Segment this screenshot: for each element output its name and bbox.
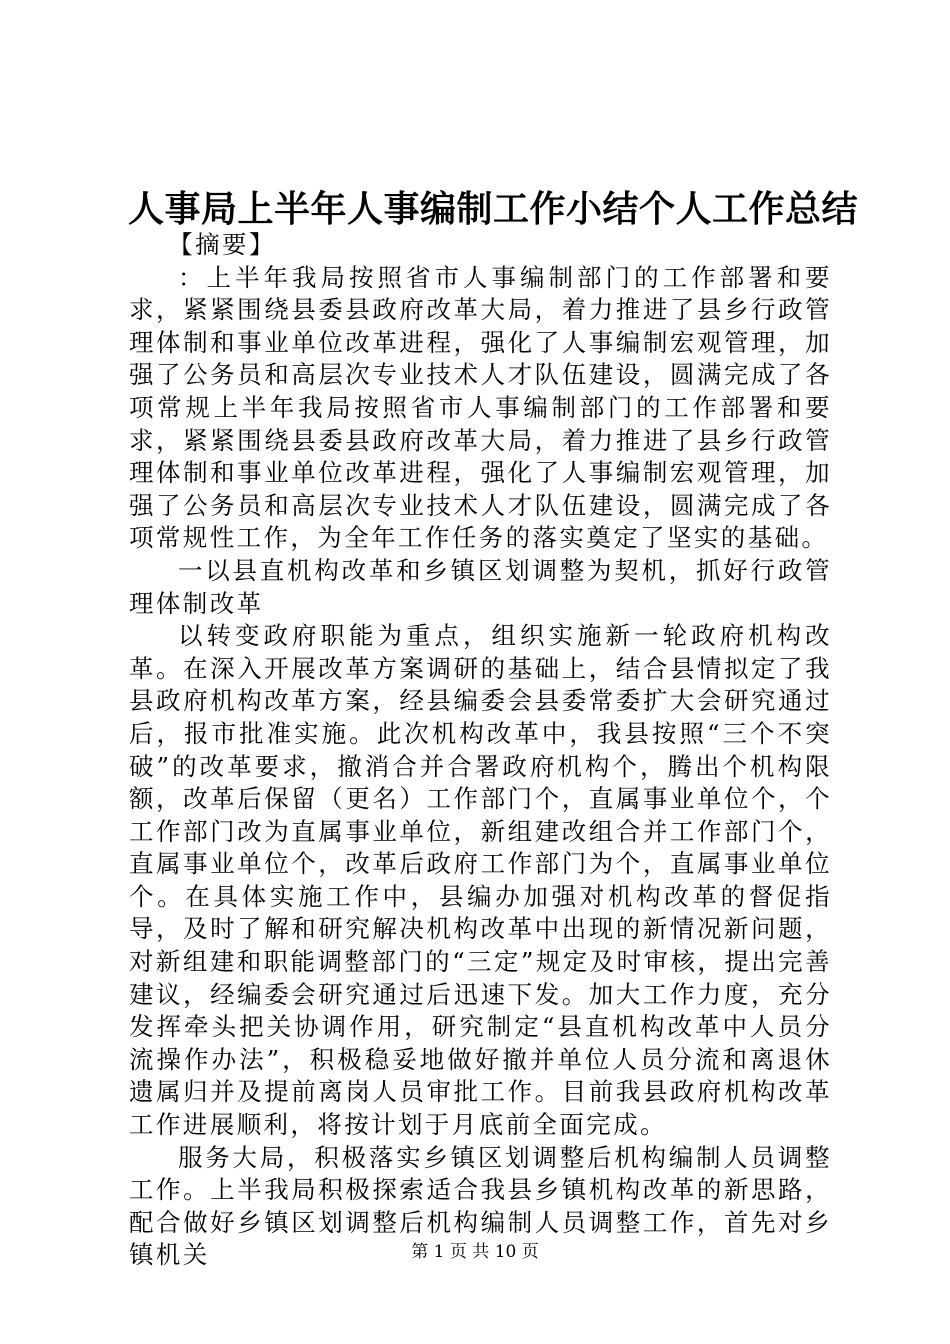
paragraph-government-reform: 以转变政府职能为重点，组织实施新一轮政府机构改革。在深入开展改革方案调研的基础上，结合县情拟定了我县政府机构改革方案，经县编委会县委常委扩大会研究通过后，报市批准实施。此次机构改革中，我县按照“三个不突破”的改革要求，撤消合并合署政府机构个，腾出个机构限额，改革后保留（更名）工作部门个，直属事业单位个，个工作部门改为直属事业单位，新组建改组合并工作部门个，直属事业单位个，改革后政府工作部门为个，直属事业单位个。在具体实施工作中，县编办加强对机构改革的督促指导，及时了解和研究解决机构改革中出现的新情况新问题，对新组建和职能调整部门的“三定”规定及时审核，提出完善建议，经编委会研究通过后迅速下发。加大工作力度，充分发挥牵头把关协调作用，研究制定“县直机构改革中人员分流操作办法”，积极稳妥地做好撤并单位人员分流和离退休遗属归并及提前离岗人员审批工作。目前我县政府机构改革工作进展顺利，将按计划于月底前全面完成。	[129, 621, 832, 1140]
document-body	[129, 229, 832, 1272]
page-footer: 第 1 页 共 10 页	[411, 1242, 539, 1262]
paragraph-section-heading: 一以县直机构改革和乡镇区划调整为契机，抓好行政管理体制改革	[129, 555, 832, 618]
document-title: 人事局上半年人事编制工作小结个人工作总结	[128, 189, 859, 230]
paragraph-abstract-text: ：上半年我局按照省市人事编制部门的工作部署和要求，紧紧围绕县委县政府改革大局，着力推进了县乡行政管理体制和事业单位改革进程，强化了人事编制宏观管理，加强了公务员和高层次专业技术人才队伍建设，圆满完成了各项常规上半年我局按照省市人事编制部门的工作部署和要求，紧紧围绕县委县政府改革大局，着力推进了县乡行政管理体制和事业单位改革进程，强化了人事编制宏观管理，加强了公务员和高层次专业技术人才队伍建设，圆满完成了各项常规性工作，为全年工作任务的落实奠定了坚实的基础。	[129, 262, 832, 553]
paragraph-township-adjustment: 服务大局，积极落实乡镇区划调整后机构编制人员调整工作。上半我局积极探索适合我县乡镇机构改革的新思路，配合做好乡镇区划调整后机构编制人员调整工作，首先对乡镇机关	[129, 1142, 832, 1270]
abstract-label: 【摘要】	[168, 230, 276, 259]
